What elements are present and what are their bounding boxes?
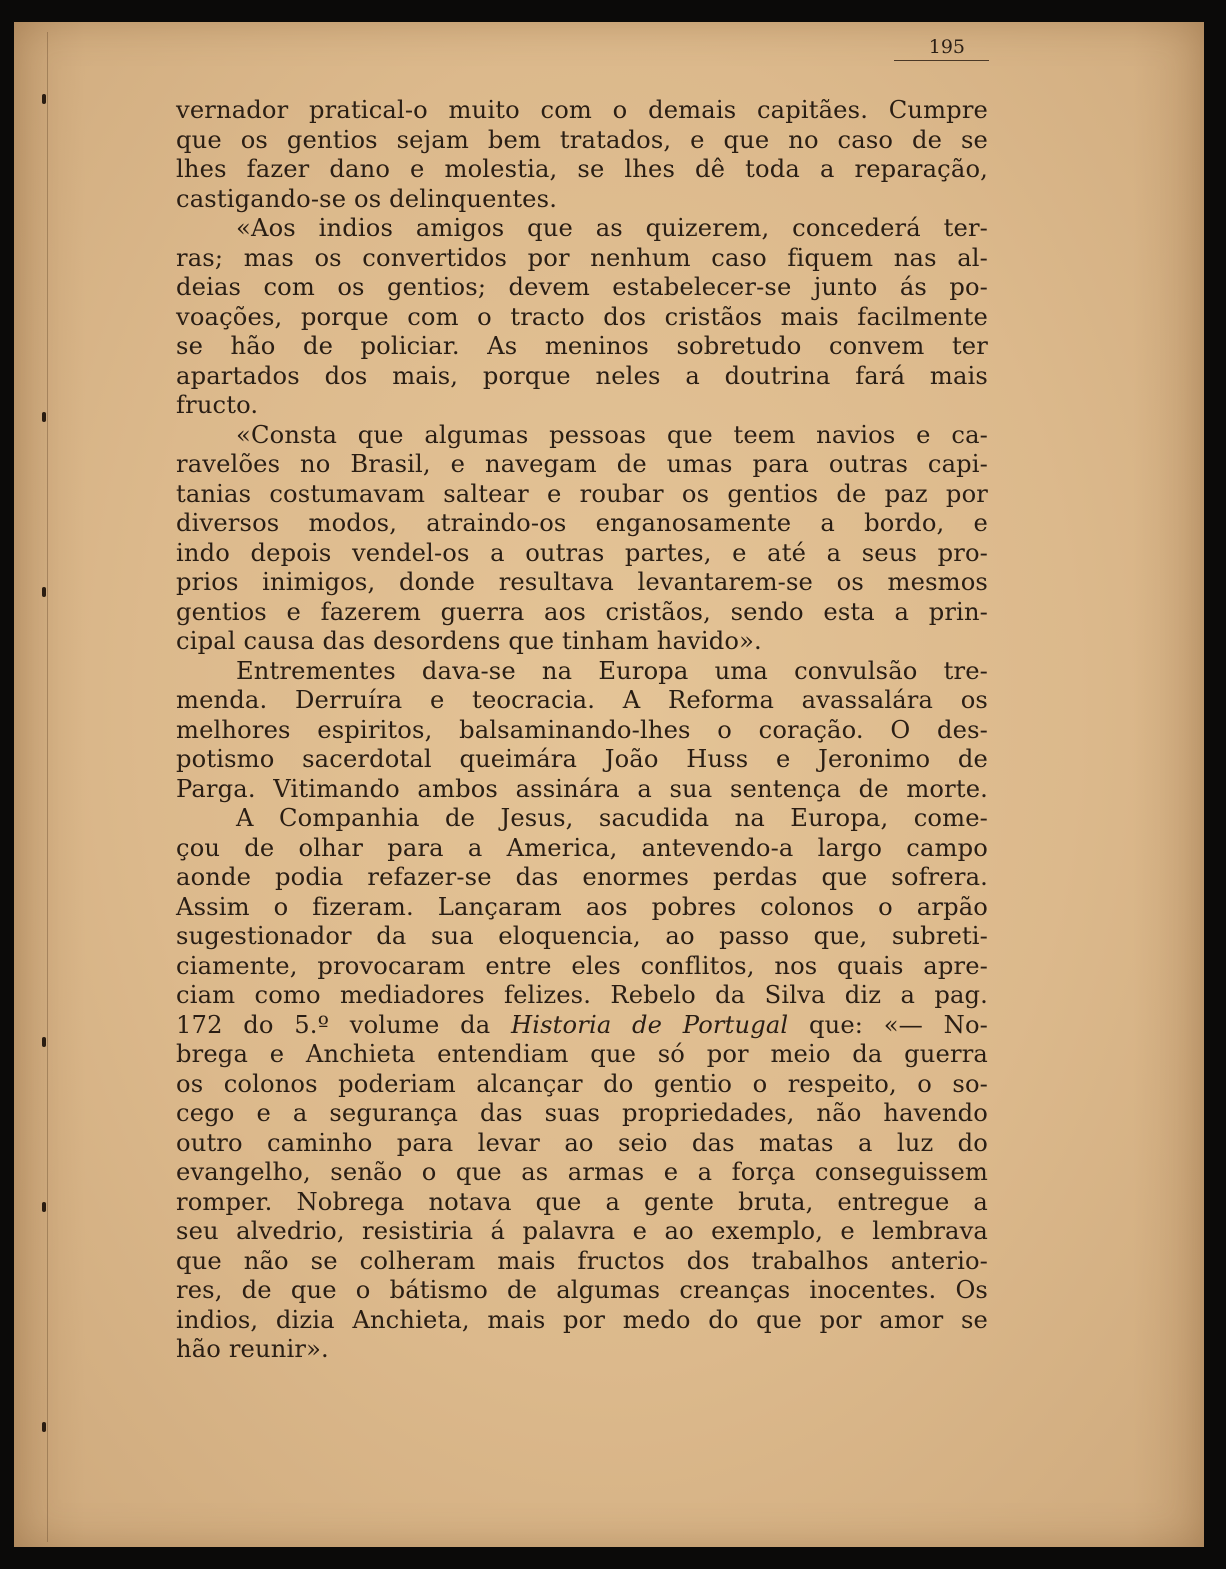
- page-number: 195: [928, 36, 965, 58]
- text-line: que os gentios sejam bem tratados, e que no caso de se: [176, 125, 988, 154]
- text-line: çou de olhar para a America, antevendo-a largo campo: [176, 833, 988, 862]
- text-line: ras; mas os convertidos por nenhum caso fiquem nas al-: [176, 243, 988, 272]
- text-line: deias com os gentios; devem estabelecer-se junto ás po-: [176, 273, 988, 301]
- text-line: romper. Nobrega notava que a gente bruta, entregue a: [176, 1187, 988, 1216]
- text-fragment: que: «— No-: [788, 1010, 988, 1039]
- text-line: melhores espiritos, balsaminando-lhes o coração. O des-: [176, 715, 988, 744]
- text-line: ciam como mediadores felizes. Rebelo da Silva diz a pag.: [176, 981, 988, 1009]
- text-line: indo depois vendel-os a outras partes, e até a seus pro-: [176, 538, 988, 567]
- text-line: cego e a segurança das suas propriedades, não havendo: [176, 1099, 988, 1127]
- text-fragment: 172 do 5.º volume da: [176, 1010, 511, 1039]
- text-line: que não se colheram mais fructos dos trabalhos anterio-: [176, 1246, 988, 1275]
- text-line: evangelho, senão o que as armas e a força conseguissem: [176, 1158, 988, 1186]
- text-line: A Companhia de Jesus, sacudida na Europa, come-: [236, 804, 988, 832]
- text-line: diversos modos, atraindo-os enganosamente a bordo, e: [176, 509, 988, 537]
- text-line: «Consta que algumas pessoas que teem navios e ca-: [236, 420, 988, 449]
- text-line: potismo sacerdotal queimára João Huss e Jeronimo de: [176, 745, 988, 773]
- text-line: prios inimigos, donde resultava levantarem-se os mesmos: [176, 568, 988, 596]
- text-line: tanias costumavam saltear e roubar os gentios de paz por: [176, 479, 988, 508]
- text-line: vernador pratical-o muito com o demais capitães. Cumpre: [176, 96, 988, 124]
- text-line: indios, dizia Anchieta, mais por medo do que por amor se: [176, 1305, 988, 1334]
- text-line: aonde podia refazer-se das enormes perdas que sofrera.: [176, 863, 988, 891]
- margin-mark: [42, 94, 46, 104]
- margin-mark: [42, 1422, 46, 1432]
- text-line: cipal causa das desordens que tinham havido».: [176, 627, 762, 655]
- binding-edge: [47, 32, 48, 1542]
- text-line: os colonos poderiam alcançar do gentio o respeito, o so-: [176, 1069, 988, 1098]
- body-text: [176, 96, 988, 1365]
- text-line: ciamente, provocaram entre eles conflitos, nos quais apre-: [176, 951, 988, 980]
- text-line: outro caminho para levar ao seio das matas a luz do: [176, 1128, 988, 1157]
- book-title: Historia de Portugal: [510, 1010, 789, 1039]
- text-line: Parga. Vitimando ambos assinára a sua sentença de morte.: [176, 774, 988, 803]
- margin-mark: [42, 1202, 46, 1212]
- text-line: menda. Derruíra e teocracia. A Reforma avassalára os: [176, 686, 988, 714]
- text-line: castigando-se os delinquentes.: [176, 184, 558, 213]
- margin-mark: [42, 1037, 46, 1047]
- text-line-with-title: [176, 1011, 988, 1041]
- text-line: fructo.: [176, 391, 259, 419]
- text-line: voações, porque com o tracto dos cristãos mais facilmente: [176, 302, 988, 331]
- text-line: se hão de policiar. As meninos sobretudo convem ter: [176, 332, 988, 360]
- text-line: apartados dos mais, porque neles a doutrina fará mais: [176, 361, 988, 390]
- text-line: res, de que o bátismo de algumas creanças inocentes. Os: [176, 1276, 988, 1304]
- page-number-rule: [894, 60, 989, 61]
- text-line: lhes fazer dano e molestia, se lhes dê toda a reparação,: [176, 155, 988, 183]
- margin-mark: [42, 587, 46, 597]
- text-line: Assim o fizeram. Lançaram aos pobres colonos o arpão: [176, 892, 988, 921]
- text-line: hão reunir».: [176, 1335, 329, 1363]
- text-line: ravelões no Brasil, e navegam de umas para outras capi-: [176, 450, 988, 478]
- text-line: brega e Anchieta entendiam que só por meio da guerra: [176, 1040, 988, 1068]
- text-line: sugestionador da sua eloquencia, ao passo que, subreti-: [176, 922, 988, 950]
- text-line: «Aos indios amigos que as quizerem, concederá ter-: [236, 214, 988, 242]
- text-line: Entrementes dava-se na Europa uma convulsão tre-: [236, 656, 988, 685]
- book-page: [14, 22, 1204, 1547]
- text-line: seu alvedrio, resistiria á palavra e ao exemplo, e lembrava: [176, 1217, 988, 1245]
- margin-mark: [42, 412, 46, 422]
- text-line: gentios e fazerem guerra aos cristãos, sendo esta a prin-: [176, 597, 988, 626]
